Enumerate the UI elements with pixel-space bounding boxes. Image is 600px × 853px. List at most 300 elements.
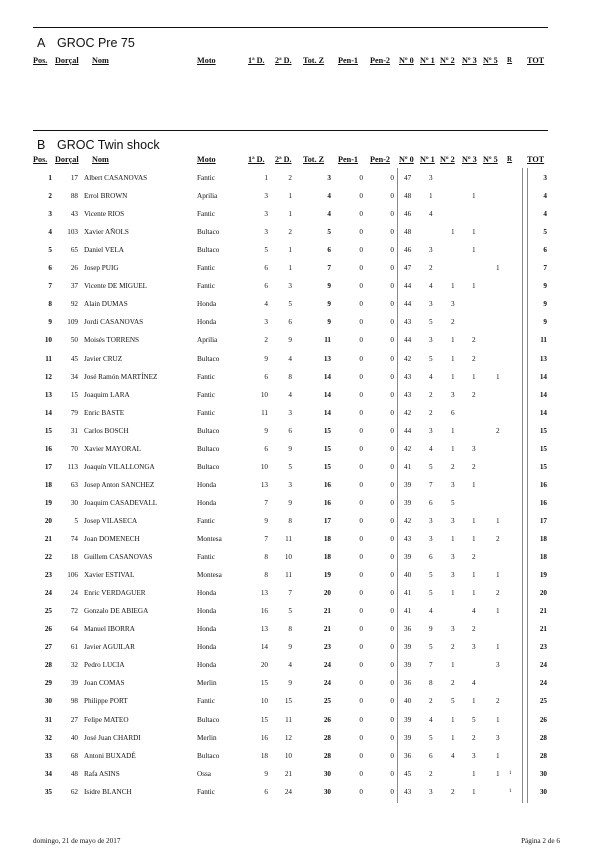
cell-dorsal: 5 bbox=[74, 516, 78, 525]
cell-n3: 1 bbox=[472, 697, 476, 706]
cell-moto: Fantic bbox=[197, 390, 215, 399]
cell-pen1: 0 bbox=[359, 769, 363, 778]
cell-n3: 1 bbox=[472, 246, 476, 255]
table-row bbox=[0, 261, 600, 275]
section-a-title bbox=[37, 36, 135, 50]
cell-pen2: 0 bbox=[390, 174, 394, 182]
cell-d1: 3 bbox=[264, 210, 268, 219]
cell-tot: 23 bbox=[539, 643, 547, 652]
cell-nom: Antoni BUXADÉ bbox=[84, 751, 136, 760]
cell-nom: Enric BASTE bbox=[84, 408, 125, 417]
table-row bbox=[0, 532, 600, 546]
cell-pen2: 0 bbox=[390, 661, 394, 670]
cell-moto: Honda bbox=[197, 300, 217, 309]
cell-moto: Fantic bbox=[197, 697, 215, 706]
cell-pos: 34 bbox=[44, 769, 52, 778]
cell-pos: 10 bbox=[44, 336, 52, 345]
cell-pen1: 0 bbox=[359, 246, 363, 255]
cell-pos: 19 bbox=[44, 498, 52, 507]
column-header-moto: Moto bbox=[197, 56, 216, 65]
cell-pen2: 0 bbox=[390, 264, 394, 273]
cell-n0: 43 bbox=[404, 318, 412, 327]
cell-pen1: 0 bbox=[359, 697, 363, 706]
cell-n3: 4 bbox=[472, 679, 476, 688]
cell-nom: Philippe PORT bbox=[84, 697, 128, 706]
cell-nom: Felipe MATEO bbox=[84, 715, 129, 724]
cell-nom: Jordi CASANOVAS bbox=[84, 318, 144, 327]
cell-totz: 9 bbox=[327, 282, 331, 291]
cell-tot: 13 bbox=[539, 354, 547, 363]
cell-moto: Fantic bbox=[197, 516, 215, 525]
cell-moto: Bultaco bbox=[197, 228, 220, 237]
column-header-n5: Nº 5 bbox=[483, 56, 498, 65]
cell-d1: 14 bbox=[260, 643, 268, 652]
cell-d2: 24 bbox=[284, 787, 292, 796]
cell-n5: 1 bbox=[496, 571, 500, 580]
cell-pen1: 0 bbox=[359, 589, 363, 598]
column-header-pos: Pos. bbox=[33, 56, 48, 65]
cell-pen1: 0 bbox=[359, 264, 363, 273]
cell-d2: 11 bbox=[285, 535, 292, 543]
cell-moto: Fantic bbox=[197, 174, 215, 182]
cell-n0: 42 bbox=[404, 408, 412, 417]
column-header-n1: Nº 1 bbox=[420, 155, 435, 164]
cell-d2: 3 bbox=[288, 480, 292, 489]
cell-n1: 3 bbox=[429, 787, 433, 796]
cell-dorsal: 113 bbox=[67, 462, 78, 471]
cell-tot: 18 bbox=[539, 535, 547, 543]
cell-pos: 23 bbox=[44, 571, 52, 580]
cell-n2: 2 bbox=[451, 643, 455, 652]
cell-totz: 4 bbox=[327, 192, 331, 201]
cell-d2: 5 bbox=[288, 300, 292, 309]
cell-n1: 4 bbox=[429, 607, 433, 616]
cell-moto: Merlin bbox=[197, 733, 217, 742]
cell-n2: 2 bbox=[451, 787, 455, 796]
cell-n5: 3 bbox=[496, 733, 500, 742]
cell-totz: 18 bbox=[323, 535, 331, 543]
cell-n5: 1 bbox=[496, 751, 500, 760]
cell-n0: 39 bbox=[404, 643, 412, 652]
cell-n5: 2 bbox=[496, 589, 500, 598]
cell-dorsal: 26 bbox=[70, 264, 78, 273]
table-row bbox=[0, 406, 600, 420]
cell-pos: 17 bbox=[44, 462, 52, 471]
cell-n2: 2 bbox=[451, 679, 455, 688]
table-row bbox=[0, 442, 600, 456]
cell-moto: Ossa bbox=[197, 769, 211, 778]
table-row bbox=[0, 424, 600, 438]
section-a-letter: A bbox=[37, 36, 46, 50]
cell-pos: 13 bbox=[44, 390, 52, 399]
table-row bbox=[0, 297, 600, 311]
cell-moto: Montesa bbox=[197, 535, 222, 543]
cell-n1: 6 bbox=[429, 751, 433, 760]
cell-dorsal: 88 bbox=[70, 192, 78, 201]
section-b-name: GROC Twin shock bbox=[57, 138, 160, 152]
cell-pos: 30 bbox=[44, 697, 52, 706]
column-header-dorsal: Dorçal bbox=[55, 155, 79, 164]
cell-r: 1 bbox=[509, 770, 512, 776]
cell-d1: 6 bbox=[264, 372, 268, 381]
cell-moto: Bultaco bbox=[197, 715, 220, 724]
cell-dorsal: 24 bbox=[70, 589, 78, 598]
cell-totz: 3 bbox=[327, 174, 331, 182]
column-header-n1: Nº 1 bbox=[420, 56, 435, 65]
cell-d2: 12 bbox=[284, 733, 292, 742]
cell-moto: Bultaco bbox=[197, 751, 220, 760]
cell-nom: Gonzalo DE ABIEGA bbox=[84, 607, 149, 616]
column-header-pos: Pos. bbox=[33, 155, 48, 164]
cell-d2: 10 bbox=[284, 751, 292, 760]
cell-d2: 8 bbox=[288, 625, 292, 634]
cell-dorsal: 103 bbox=[67, 228, 78, 237]
cell-dorsal: 30 bbox=[70, 498, 78, 507]
cell-n3: 2 bbox=[472, 625, 476, 634]
cell-pen2: 0 bbox=[390, 535, 394, 543]
cell-d2: 21 bbox=[284, 769, 292, 778]
cell-n0: 47 bbox=[404, 264, 412, 273]
cell-pos: 22 bbox=[44, 553, 52, 562]
cell-n3: 2 bbox=[472, 354, 476, 363]
table-row bbox=[0, 189, 600, 203]
cell-d1: 3 bbox=[264, 318, 268, 327]
cell-n5: 1 bbox=[496, 516, 500, 525]
cell-pen2: 0 bbox=[390, 733, 394, 742]
separator-pen bbox=[397, 168, 398, 803]
cell-d1: 13 bbox=[260, 589, 268, 598]
section-b-letter: B bbox=[37, 138, 46, 152]
cell-tot: 15 bbox=[539, 462, 547, 471]
cell-dorsal: 37 bbox=[70, 282, 78, 291]
cell-pos: 16 bbox=[44, 444, 52, 453]
cell-nom: Albert CASANOVAS bbox=[84, 174, 148, 182]
column-header-n2: Nº 2 bbox=[440, 56, 455, 65]
cell-tot: 9 bbox=[543, 282, 547, 291]
cell-n1: 5 bbox=[429, 733, 433, 742]
cell-d1: 6 bbox=[264, 787, 268, 796]
cell-moto: Montesa bbox=[197, 571, 222, 580]
cell-n1: 9 bbox=[429, 625, 433, 634]
cell-tot: 16 bbox=[539, 480, 547, 489]
cell-moto: Honda bbox=[197, 480, 217, 489]
cell-n0: 42 bbox=[404, 516, 412, 525]
cell-nom: Javier CRUZ bbox=[84, 354, 123, 363]
cell-dorsal: 72 bbox=[70, 607, 78, 616]
cell-n2: 1 bbox=[451, 336, 455, 345]
table-row bbox=[0, 279, 600, 293]
cell-totz: 11 bbox=[324, 336, 331, 345]
cell-n0: 39 bbox=[404, 498, 412, 507]
cell-pen2: 0 bbox=[390, 715, 394, 724]
column-header-moto: Moto bbox=[197, 155, 216, 164]
cell-d1: 15 bbox=[260, 679, 268, 688]
cell-pen1: 0 bbox=[359, 462, 363, 471]
cell-n3: 2 bbox=[472, 733, 476, 742]
cell-moto: Aprilia bbox=[197, 336, 218, 345]
cell-n0: 41 bbox=[404, 607, 412, 616]
cell-nom: Josep Anton SANCHEZ bbox=[84, 480, 155, 489]
cell-n3: 2 bbox=[472, 462, 476, 471]
column-header-n3: Nº 3 bbox=[462, 155, 477, 164]
cell-d1: 8 bbox=[264, 571, 268, 580]
cell-nom: Rafa ASINS bbox=[84, 769, 120, 778]
table-row bbox=[0, 622, 600, 636]
cell-n0: 43 bbox=[404, 535, 412, 543]
cell-pos: 5 bbox=[48, 246, 52, 255]
cell-n0: 47 bbox=[404, 174, 412, 182]
cell-n3: 2 bbox=[472, 336, 476, 345]
table-row bbox=[0, 640, 600, 654]
cell-d1: 6 bbox=[264, 444, 268, 453]
cell-n2: 1 bbox=[451, 426, 455, 435]
cell-pos: 18 bbox=[44, 480, 52, 489]
cell-d2: 1 bbox=[288, 264, 292, 273]
cell-d2: 15 bbox=[284, 697, 292, 706]
cell-pos: 8 bbox=[48, 300, 52, 309]
cell-pos: 35 bbox=[44, 787, 52, 796]
cell-n5: 2 bbox=[496, 535, 500, 543]
cell-nom: Vicente DE MIGUEL bbox=[84, 282, 148, 291]
cell-pen1: 0 bbox=[359, 751, 363, 760]
cell-n0: 39 bbox=[404, 480, 412, 489]
cell-d2: 9 bbox=[288, 498, 292, 507]
cell-n1: 5 bbox=[429, 318, 433, 327]
cell-dorsal: 63 bbox=[70, 480, 78, 489]
table-row bbox=[0, 749, 600, 763]
cell-nom: Xavier ESTIVAL bbox=[84, 571, 135, 580]
cell-n1: 4 bbox=[429, 282, 433, 291]
column-header-n0: Nº 0 bbox=[399, 56, 414, 65]
cell-moto: Bultaco bbox=[197, 246, 220, 255]
cell-n2: 1 bbox=[451, 228, 455, 237]
section-b-title bbox=[37, 138, 160, 152]
cell-pos: 4 bbox=[48, 228, 52, 237]
cell-n1: 2 bbox=[429, 769, 433, 778]
cell-n1: 4 bbox=[429, 715, 433, 724]
cell-d1: 6 bbox=[264, 264, 268, 273]
cell-dorsal: 109 bbox=[67, 318, 78, 327]
cell-n0: 48 bbox=[404, 228, 412, 237]
cell-pen2: 0 bbox=[390, 607, 394, 616]
cell-d1: 11 bbox=[261, 408, 268, 417]
cell-totz: 28 bbox=[323, 733, 331, 742]
cell-d2: 3 bbox=[288, 282, 292, 291]
cell-totz: 21 bbox=[323, 607, 331, 616]
cell-pos: 9 bbox=[48, 318, 52, 327]
cell-dorsal: 50 bbox=[70, 336, 78, 345]
cell-pen1: 0 bbox=[359, 480, 363, 489]
cell-moto: Fantic bbox=[197, 553, 215, 562]
cell-pen2: 0 bbox=[390, 589, 394, 598]
cell-d1: 7 bbox=[264, 498, 268, 507]
cell-nom: Josep PUIG bbox=[84, 264, 119, 273]
cell-dorsal: 43 bbox=[70, 210, 78, 219]
cell-d2: 9 bbox=[288, 336, 292, 345]
cell-n2: 1 bbox=[451, 372, 455, 381]
column-header-pen1: Pen-1 bbox=[338, 56, 359, 65]
table-row bbox=[0, 388, 600, 402]
table-row bbox=[0, 496, 600, 510]
cell-n0: 41 bbox=[404, 462, 412, 471]
cell-moto: Bultaco bbox=[197, 444, 220, 453]
table-row bbox=[0, 767, 600, 781]
cell-d2: 6 bbox=[288, 426, 292, 435]
cell-moto: Honda bbox=[197, 318, 217, 327]
cell-pen2: 0 bbox=[390, 444, 394, 453]
table-row bbox=[0, 352, 600, 366]
cell-tot: 6 bbox=[543, 246, 547, 255]
cell-tot: 4 bbox=[543, 192, 547, 201]
cell-n2: 3 bbox=[451, 480, 455, 489]
cell-d2: 2 bbox=[288, 228, 292, 237]
cell-totz: 17 bbox=[323, 516, 331, 525]
cell-dorsal: 32 bbox=[70, 661, 78, 670]
cell-pos: 1 bbox=[48, 174, 52, 182]
cell-pen1: 0 bbox=[359, 787, 363, 796]
cell-n1: 5 bbox=[429, 589, 433, 598]
cell-d1: 8 bbox=[264, 553, 268, 562]
cell-pen1: 0 bbox=[359, 318, 363, 327]
cell-dorsal: 17 bbox=[70, 174, 78, 182]
cell-d1: 16 bbox=[260, 733, 268, 742]
cell-n3: 1 bbox=[472, 480, 476, 489]
cell-d1: 13 bbox=[260, 625, 268, 634]
cell-tot: 19 bbox=[539, 571, 547, 580]
cell-pen2: 0 bbox=[390, 498, 394, 507]
cell-totz: 9 bbox=[327, 318, 331, 327]
section-b-rule bbox=[33, 130, 548, 131]
cell-pos: 20 bbox=[44, 516, 52, 525]
section-a-name: GROC Pre 75 bbox=[57, 36, 135, 50]
cell-n0: 43 bbox=[404, 372, 412, 381]
cell-pos: 28 bbox=[44, 661, 52, 670]
cell-n0: 42 bbox=[404, 444, 412, 453]
cell-dorsal: 74 bbox=[70, 535, 78, 543]
cell-n2: 3 bbox=[451, 625, 455, 634]
cell-n2: 3 bbox=[451, 390, 455, 399]
cell-dorsal: 40 bbox=[70, 733, 78, 742]
table-row bbox=[0, 586, 600, 600]
cell-n2: 3 bbox=[451, 516, 455, 525]
cell-pos: 21 bbox=[44, 535, 52, 543]
cell-tot: 14 bbox=[539, 372, 547, 381]
cell-n1: 5 bbox=[429, 571, 433, 580]
cell-dorsal: 15 bbox=[70, 390, 78, 399]
cell-dorsal: 45 bbox=[70, 354, 78, 363]
cell-n0: 48 bbox=[404, 192, 412, 201]
cell-nom: Javier AGUILAR bbox=[84, 643, 135, 652]
cell-d1: 20 bbox=[260, 661, 268, 670]
cell-n1: 2 bbox=[429, 390, 433, 399]
cell-n0: 36 bbox=[404, 751, 412, 760]
cell-n0: 39 bbox=[404, 553, 412, 562]
cell-dorsal: 65 bbox=[70, 246, 78, 255]
cell-moto: Bultaco bbox=[197, 426, 220, 435]
cell-d1: 16 bbox=[260, 607, 268, 616]
cell-d1: 1 bbox=[264, 174, 268, 182]
cell-d1: 9 bbox=[264, 426, 268, 435]
cell-n2: 1 bbox=[451, 715, 455, 724]
cell-totz: 20 bbox=[323, 589, 331, 598]
cell-d2: 1 bbox=[288, 246, 292, 255]
cell-n3: 3 bbox=[472, 643, 476, 652]
cell-tot: 24 bbox=[539, 679, 547, 688]
cell-d1: 7 bbox=[264, 535, 268, 543]
cell-pen2: 0 bbox=[390, 426, 394, 435]
cell-n5: 1 bbox=[496, 643, 500, 652]
cell-moto: Fantic bbox=[197, 264, 215, 273]
cell-totz: 5 bbox=[327, 228, 331, 237]
cell-moto: Bultaco bbox=[197, 462, 220, 471]
cell-n3: 1 bbox=[472, 769, 476, 778]
cell-tot: 17 bbox=[539, 516, 547, 525]
column-header-pen2: Pen-2 bbox=[370, 155, 391, 164]
cell-pen1: 0 bbox=[359, 372, 363, 381]
cell-nom: Moisés TORRENS bbox=[84, 336, 140, 345]
cell-pen1: 0 bbox=[359, 210, 363, 219]
cell-pen2: 0 bbox=[390, 318, 394, 327]
cell-pen2: 0 bbox=[390, 390, 394, 399]
cell-d2: 3 bbox=[288, 408, 292, 417]
cell-n1: 6 bbox=[429, 553, 433, 562]
cell-n0: 43 bbox=[404, 787, 412, 796]
cell-nom: Alain DUMAS bbox=[84, 300, 128, 309]
cell-totz: 19 bbox=[323, 571, 331, 580]
column-header-n2: Nº 2 bbox=[440, 155, 455, 164]
cell-pen2: 0 bbox=[390, 246, 394, 255]
cell-nom: Joaquín VILALLONGA bbox=[84, 462, 155, 471]
cell-n0: 40 bbox=[404, 571, 412, 580]
cell-pen1: 0 bbox=[359, 733, 363, 742]
cell-n5: 1 bbox=[496, 607, 500, 616]
cell-n5: 3 bbox=[496, 661, 500, 670]
cell-nom: Guillem CASANOVAS bbox=[84, 553, 153, 562]
cell-n1: 4 bbox=[429, 444, 433, 453]
cell-nom: Enric VERDAGUER bbox=[84, 589, 146, 598]
cell-n1: 3 bbox=[429, 516, 433, 525]
cell-nom: Joan COMAS bbox=[84, 679, 125, 688]
cell-nom: Xavier MAYORAL bbox=[84, 444, 142, 453]
cell-nom: Joaquim LARA bbox=[84, 390, 130, 399]
cell-dorsal: 31 bbox=[70, 426, 78, 435]
cell-d1: 9 bbox=[264, 354, 268, 363]
cell-n1: 4 bbox=[429, 372, 433, 381]
cell-d2: 4 bbox=[288, 390, 292, 399]
table-row bbox=[0, 315, 600, 329]
cell-nom: José Ramón MARTÍNEZ bbox=[84, 372, 158, 381]
cell-d1: 10 bbox=[260, 697, 268, 706]
column-header-r: R bbox=[507, 56, 513, 64]
cell-dorsal: 34 bbox=[70, 372, 78, 381]
column-header-d1: 1ª D. bbox=[248, 56, 265, 65]
cell-totz: 24 bbox=[323, 679, 331, 688]
separator-tot bbox=[527, 168, 528, 803]
cell-moto: Bultaco bbox=[197, 354, 220, 363]
cell-nom: Xavier AÑOLS bbox=[84, 228, 129, 237]
table-row bbox=[0, 713, 600, 727]
cell-d1: 10 bbox=[260, 390, 268, 399]
cell-pos: 7 bbox=[48, 282, 52, 291]
cell-n3: 1 bbox=[472, 571, 476, 580]
cell-pen2: 0 bbox=[390, 643, 394, 652]
cell-n0: 44 bbox=[404, 426, 412, 435]
cell-nom: Joaquim CASADEVALL bbox=[84, 498, 158, 507]
cell-pen2: 0 bbox=[390, 697, 394, 706]
cell-dorsal: 64 bbox=[70, 625, 78, 634]
table-row bbox=[0, 694, 600, 708]
cell-tot: 9 bbox=[543, 318, 547, 327]
